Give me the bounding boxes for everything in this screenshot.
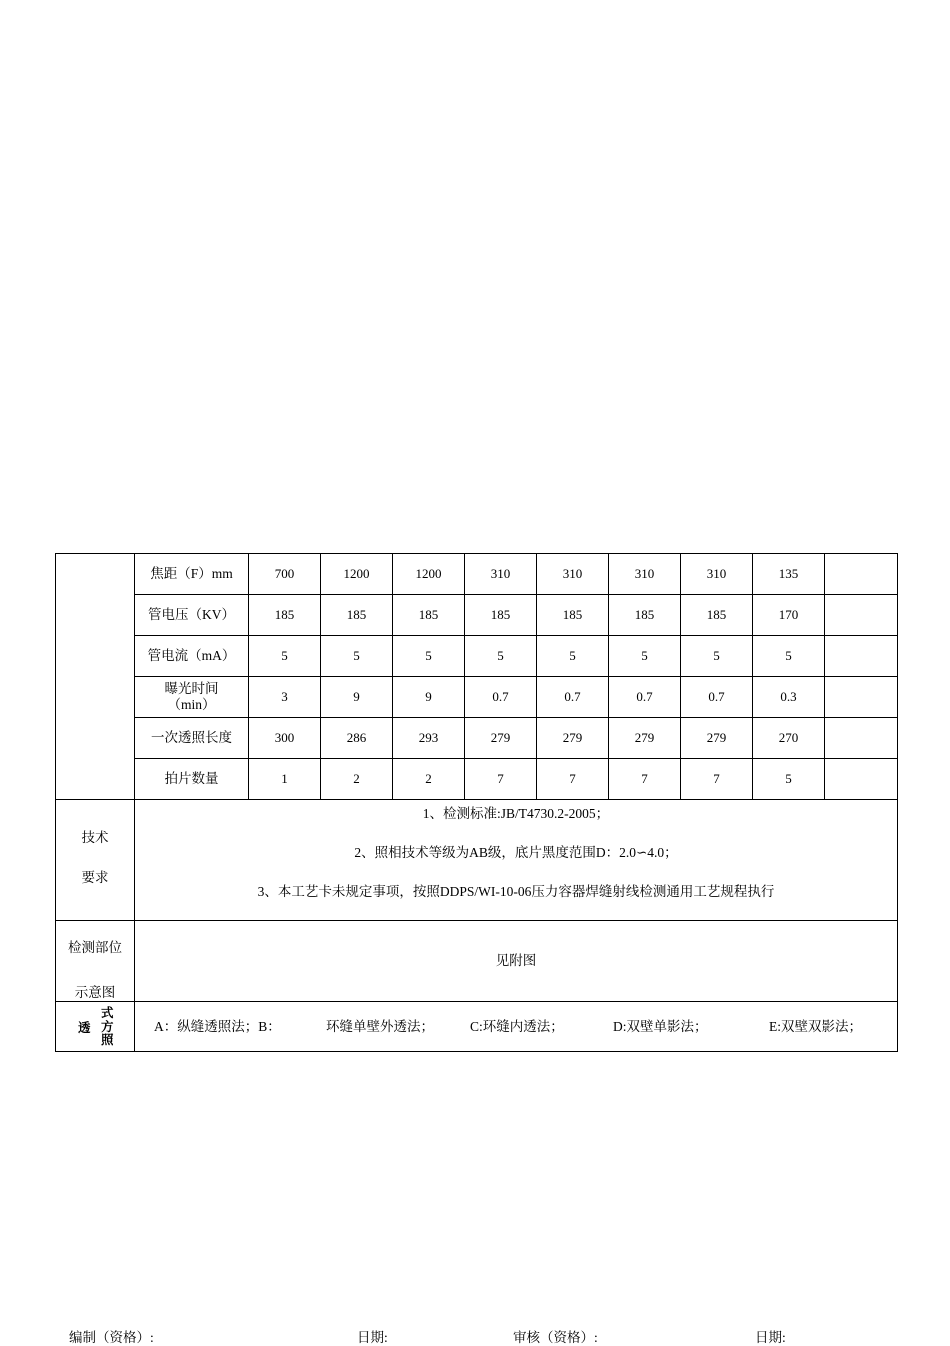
- table-row-tube-voltage: [56, 595, 898, 636]
- table-cell: 286: [321, 718, 393, 759]
- table-row-tube-current: [56, 636, 898, 677]
- table-cell: 300: [249, 718, 321, 759]
- table-cell: 5: [393, 636, 465, 677]
- table-cell: 0.7: [609, 677, 681, 718]
- tech-requirements-label: [56, 800, 135, 921]
- table-cell: 5: [249, 636, 321, 677]
- table-cell: [825, 595, 898, 636]
- row-label-film-count: 拍片数量: [135, 759, 249, 800]
- method-option: E:双壁双影法；: [769, 1018, 862, 1034]
- table-cell: 5: [753, 636, 825, 677]
- table-row-tech-requirements: [56, 800, 898, 921]
- table-cell: 310: [609, 554, 681, 595]
- row-label-exposure-time: [135, 677, 249, 718]
- table-cell: 185: [537, 595, 609, 636]
- table-cell: 0.7: [465, 677, 537, 718]
- table-cell: [825, 759, 898, 800]
- requirement-item: 1、检测标准:JB/T4730.2-2005；: [422, 806, 610, 821]
- tech-requirements-label-line2: 要求: [81, 869, 109, 885]
- table-cell: [825, 554, 898, 595]
- table-cell: 170: [753, 595, 825, 636]
- blank-side-cell: [56, 554, 135, 800]
- table-cell: 135: [753, 554, 825, 595]
- table-cell: 293: [393, 718, 465, 759]
- table-cell: 7: [681, 759, 753, 800]
- table-row-exposure-method: [56, 1002, 898, 1052]
- table-cell: 5: [681, 636, 753, 677]
- prepared-by-label: 编制（资格）:: [69, 1330, 154, 1345]
- table-cell: 9: [321, 677, 393, 718]
- reviewed-date-label: 日期:: [755, 1330, 786, 1345]
- table-row-film-count: [56, 759, 898, 800]
- requirement-item: 3、本工艺卡未规定事项，按照DDPS/WI-10-06压力容器焊缝射线检测通用工艺规程执行: [257, 884, 775, 899]
- table-row-focal-distance: [56, 554, 898, 595]
- table-cell: 279: [537, 718, 609, 759]
- table-cell: 3: [249, 677, 321, 718]
- exposure-method-chars: [101, 1006, 114, 1047]
- table-cell: 0.7: [537, 677, 609, 718]
- requirement-item: 2、照相技术等级为AB级，底片黑度范围D：2.0∽4.0；: [354, 845, 678, 860]
- exposure-method-char: 照: [101, 1032, 114, 1047]
- table-cell: 270: [753, 718, 825, 759]
- exposure-method-options: [135, 1002, 898, 1052]
- table-cell: 185: [609, 595, 681, 636]
- table-cell: 5: [465, 636, 537, 677]
- exposure-time-label: 曝光时间: [164, 681, 219, 696]
- row-label-tube-voltage: 管电压（KV）: [135, 595, 249, 636]
- table-cell: 279: [609, 718, 681, 759]
- table-cell: 7: [609, 759, 681, 800]
- row-label-tube-current: 管电流（mA）: [135, 636, 249, 677]
- table-cell: 310: [681, 554, 753, 595]
- process-parameters-table: [55, 553, 898, 1052]
- table-cell: 0.3: [753, 677, 825, 718]
- row-label-focal-distance: 焦距（F）mm: [135, 554, 249, 595]
- table-cell: [825, 636, 898, 677]
- table-cell: 279: [465, 718, 537, 759]
- table-cell: 310: [465, 554, 537, 595]
- detection-part-label-line2: 示意图: [74, 984, 116, 1000]
- exposure-method-char: 方: [101, 1018, 114, 1034]
- table-cell: 9: [393, 677, 465, 718]
- table-cell: 7: [465, 759, 537, 800]
- table-cell: 185: [681, 595, 753, 636]
- row-label-single-exposure-length: 一次透照长度: [135, 718, 249, 759]
- table-row-single-exposure-length: [56, 718, 898, 759]
- exposure-time-unit: （min）: [167, 697, 216, 712]
- exposure-method-label: [56, 1002, 135, 1052]
- table-cell: 5: [753, 759, 825, 800]
- tech-requirements-content: [135, 800, 898, 921]
- table-cell: 5: [537, 636, 609, 677]
- table-cell: 279: [681, 718, 753, 759]
- detection-part-value: 见附图: [135, 921, 898, 1002]
- table-cell: 5: [609, 636, 681, 677]
- prepared-date-label: 日期:: [357, 1330, 388, 1345]
- table-cell: 2: [393, 759, 465, 800]
- table-row-exposure-time: [56, 677, 898, 718]
- table-cell: [825, 718, 898, 759]
- table-cell: 185: [393, 595, 465, 636]
- method-option: A：纵缝透照法；B：: [154, 1018, 281, 1034]
- table-cell: 185: [249, 595, 321, 636]
- table-cell: 5: [321, 636, 393, 677]
- exposure-method-char: 式: [101, 1005, 114, 1020]
- table-cell: 700: [249, 554, 321, 595]
- table-cell: 1: [249, 759, 321, 800]
- table-cell: 185: [321, 595, 393, 636]
- table-cell: 7: [537, 759, 609, 800]
- table-cell: 185: [465, 595, 537, 636]
- table-cell: 310: [537, 554, 609, 595]
- detection-part-label-line1: 检测部位: [68, 939, 122, 955]
- table-cell: 0.7: [681, 677, 753, 718]
- table-cell: 1200: [393, 554, 465, 595]
- table-row-detection-part: [56, 921, 898, 1002]
- exposure-method-char: 透: [78, 1020, 91, 1035]
- reviewed-by-label: 审核（资格）:: [513, 1330, 598, 1345]
- table-cell: [825, 677, 898, 718]
- method-option: C:环缝内透法；: [470, 1018, 564, 1034]
- detection-part-label: [56, 921, 135, 1002]
- method-option: D:双壁单影法；: [613, 1018, 708, 1034]
- method-option: 环缝单壁外透法；: [326, 1018, 434, 1034]
- tech-requirements-label-line1: 技术: [81, 829, 109, 845]
- table-cell: 2: [321, 759, 393, 800]
- table-cell: 1200: [321, 554, 393, 595]
